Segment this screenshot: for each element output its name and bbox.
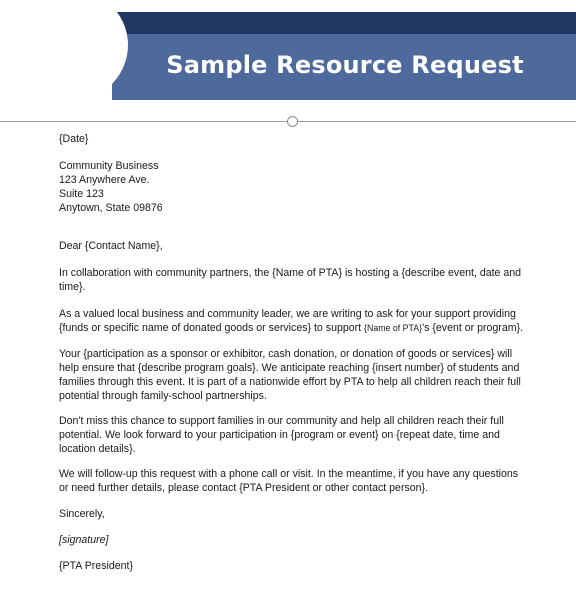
signer-name: {PTA President}: [59, 560, 134, 572]
divider-line-right: [298, 121, 576, 122]
paragraph-line: or need further details, please contact {PTA President or other contact person}.: [59, 482, 429, 494]
paragraph-line: location details}.: [59, 443, 136, 455]
paragraph-line: Your {participation as a sponsor or exhibitor, cash donation, or donation of goods or services} will: [59, 348, 513, 360]
document-title: Sample Resource Request: [166, 51, 524, 79]
paragraph-line: help ensure that {describe program goals}. We anticipate reaching {insert number} of students and: [59, 362, 520, 374]
paragraph-line: We will follow-up this request with a phone call or visit. In the meantime, if you have any questions: [59, 468, 519, 480]
paragraph-line: [59, 321, 523, 336]
pta-name-placeholder: {Name of PTA}: [364, 323, 423, 333]
paragraph-line: potential. We look forward to your participation in {program or event} on {repeat date, time and: [59, 429, 500, 441]
recipient-address-line: Anytown, State 09876: [59, 202, 163, 214]
paragraph-line: time}.: [59, 281, 86, 293]
paragraph-line: families through this event. It is part of a nationwide effort by PTA to help all children reach their full: [59, 376, 521, 388]
paragraph-line: Don't miss this chance to support families in our community and help all children reach their full: [59, 415, 504, 427]
recipient-address-line: 123 Anywhere Ave.: [59, 174, 150, 186]
salutation: Dear {Contact Name},: [59, 240, 163, 252]
logo-circle-placeholder: [0, 0, 128, 106]
paragraph-text: 's {event or program}.: [422, 322, 524, 334]
letter-date: {Date}: [59, 133, 89, 145]
closing: Sincerely,: [59, 508, 105, 520]
divider-line-left: [0, 121, 287, 122]
paragraph-line: In collaboration with community partners, the {Name of PTA} is hosting a {describe event, date and: [59, 267, 522, 279]
signature-placeholder: [signature]: [59, 534, 109, 546]
recipient-address-line: Community Business: [59, 160, 159, 172]
divider-circle-ornament: [287, 116, 298, 127]
recipient-address-line: Suite 123: [59, 188, 104, 200]
header-banner-top-band: [112, 12, 576, 34]
paragraph-text: {funds or specific name of donated goods or services} to support: [59, 322, 365, 334]
paragraph-line: potential through family-school partnerships.: [59, 390, 267, 402]
paragraph-line: As a valued local business and community leader, we are writing to ask for your support providing: [59, 308, 516, 320]
